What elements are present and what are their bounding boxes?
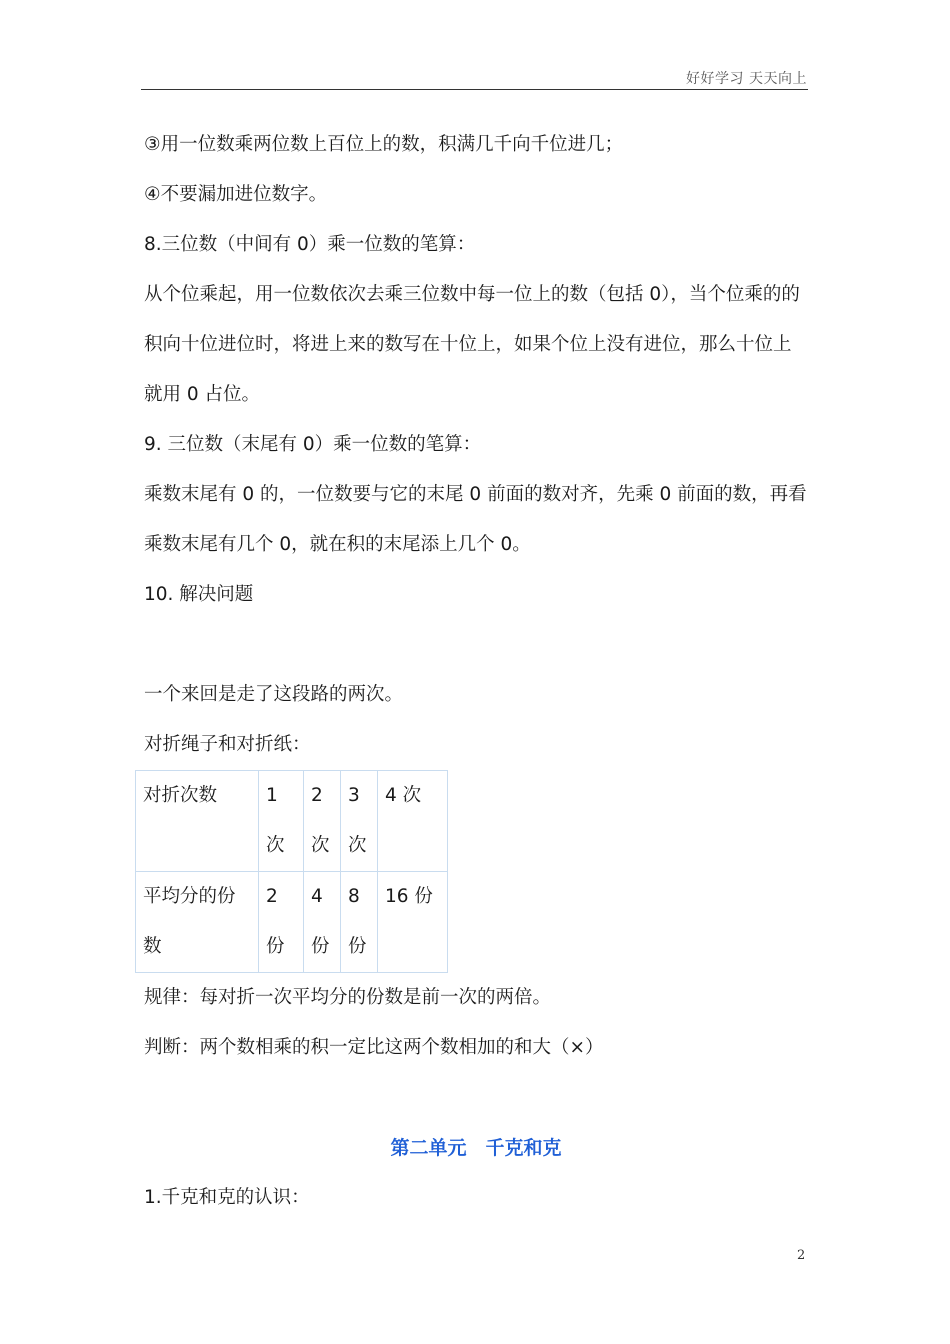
folding-table: [135, 770, 448, 973]
section-heading-10: 10. 解决问题: [144, 584, 254, 605]
unit-title: 第二单元 千克和克: [390, 1137, 562, 1159]
table-cell: 3 次: [341, 771, 378, 872]
paragraph: ③用一位数乘两位数上百位上的数，积满几千向千位进几；: [144, 134, 624, 155]
table-row: [136, 872, 448, 973]
page-number: 2: [797, 1248, 806, 1263]
section-heading-1: 1.千克和克的认识：: [144, 1187, 310, 1208]
document-body: [144, 120, 808, 1223]
page-header: 好好学习 天天向上: [686, 71, 807, 87]
header-rule: [141, 89, 808, 90]
table-cell: 对折次数: [136, 771, 259, 872]
table-cell: 2 次: [304, 771, 341, 872]
table-cell: 2 份: [259, 872, 304, 973]
paragraph: ④不要漏加进位数字。: [144, 184, 328, 205]
section-heading-8: 8.三位数（中间有 0）乘一位数的笔算：: [144, 234, 476, 255]
table-cell: 1 次: [259, 771, 304, 872]
paragraph: 一个来回是走了这段路的两次。: [144, 684, 404, 705]
table-cell: 8 份: [341, 872, 378, 973]
table-cell: 16 份: [378, 872, 448, 973]
paragraph: 从个位乘起，用一位数依次去乘三位数中每一位上的数（包括 0），当个位乘的的积向十位进位时，将进上来的数写在十位上，如果个位上没有进位，那么十位上就用 0 占位。: [144, 284, 800, 405]
table-cell: 4 次: [378, 771, 448, 872]
section-heading-9: 9. 三位数（末尾有 0）乘一位数的笔算：: [144, 434, 482, 455]
paragraph: 对折绳子和对折纸：: [144, 734, 311, 755]
table-row: [136, 771, 448, 872]
table-cell: 平均分的份数: [136, 872, 259, 973]
paragraph: 判断：两个数相乘的积一定比这两个数相加的和大（×）: [144, 1037, 604, 1058]
paragraph: 规律：每对折一次平均分的份数是前一次的两倍。: [144, 987, 552, 1008]
paragraph: 乘数末尾有 0 的，一位数要与它的末尾 0 前面的数对齐，先乘 0 前面的数，再看乘数末尾有几个 0，就在积的末尾添上几个 0。: [144, 484, 807, 555]
table-cell: 4 份: [304, 872, 341, 973]
